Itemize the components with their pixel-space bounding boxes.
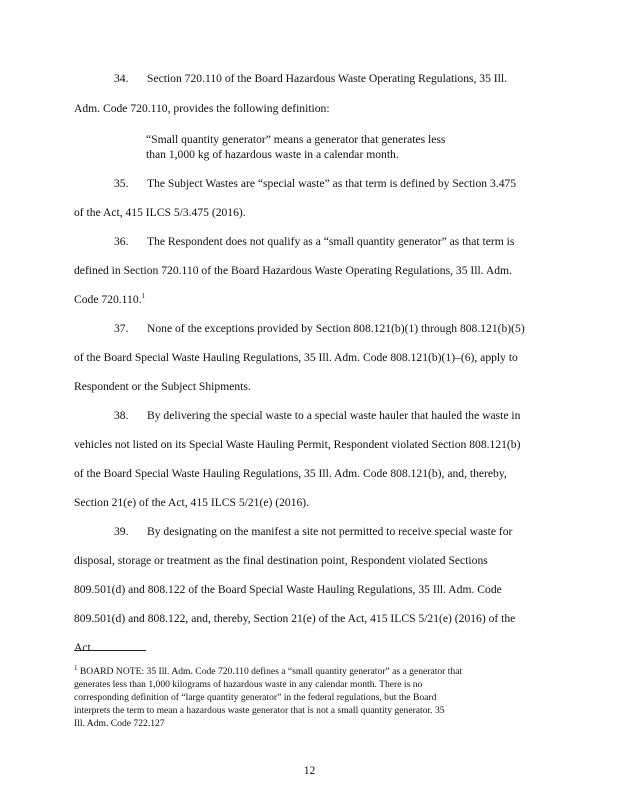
paragraph-36-line-3 — [74, 293, 145, 307]
paragraph-34-line-2: Adm. Code 720.110, provides the following definition: — [74, 102, 330, 115]
paragraph-36-line-1: The Respondent does not qualify as a “small quantity generator” as that term is — [147, 235, 515, 248]
footnote-divider — [74, 650, 146, 651]
paragraph-36-line-2: defined in Section 720.110 of the Board Hazardous Waste Operating Regulations, 35 Ill. Adm. — [74, 264, 512, 277]
footnote-reference: 1 — [141, 292, 146, 301]
paragraph-number-37: 37. — [114, 322, 129, 335]
footnote-line-3: corresponding definition of “large quantity generator” in the federal regulations, but the Board — [74, 692, 437, 703]
paragraph-34-line-1: Section 720.110 of the Board Hazardous Waste Operating Regulations, 35 Ill. — [147, 72, 508, 85]
paragraph-number-35: 35. — [114, 177, 129, 190]
paragraph-38-line-2: vehicles not listed on its Special Waste Hauling Permit, Respondent violated Section 808.121(b) — [74, 438, 521, 451]
paragraph-37-line-1: None of the exceptions provided by Section 808.121(b)(1) through 808.121(b)(5) — [147, 322, 525, 335]
paragraph-39-line-5: Act. — [74, 641, 94, 654]
footnote-line-2: generates less than 1,000 kilograms of hazardous waste in any calendar month. There is no — [74, 679, 423, 690]
footnote-line-1-text: BOARD NOTE: 35 Ill. Adm. Code 720.110 defines a “small quantity generator” as a generator that — [79, 666, 463, 677]
paragraph-39-line-2: disposal, storage or treatment as the final destination point, Respondent violated Sections — [74, 554, 488, 567]
paragraph-35-line-1: The Subject Wastes are “special waste” as that term is defined by Section 3.475 — [147, 177, 517, 190]
footnote-line-5: Ill. Adm. Code 722.127 — [74, 718, 165, 729]
footnote-line-1 — [74, 663, 463, 678]
paragraph-number-34: 34. — [114, 72, 129, 85]
paragraph-38-line-1: By delivering the special waste to a special waste hauler that hauled the waste in — [147, 409, 521, 422]
paragraph-39-line-3: 809.501(d) and 808.122 of the Board Special Waste Hauling Regulations, 35 Ill. Adm. Code — [74, 583, 502, 596]
definition-quote-line-2: than 1,000 kg of hazardous waste in a calendar month. — [146, 148, 399, 161]
definition-quote-line-1: “Small quantity generator” means a generator that generates less — [146, 133, 446, 146]
paragraph-36-line-3-text: Code 720.110. — [74, 293, 142, 306]
paragraph-39-line-1: By designating on the manifest a site not permitted to receive special waste for — [147, 525, 513, 538]
paragraph-number-38: 38. — [114, 409, 129, 422]
footnote-line-4: interprets the term to mean a hazardous waste generator that is not a small quantity generator. 35 — [74, 705, 445, 716]
paragraph-37-line-2: of the Board Special Waste Hauling Regulations, 35 Ill. Adm. Code 808.121(b)(1)–(6), apply to — [74, 351, 518, 364]
paragraph-number-36: 36. — [114, 235, 129, 248]
paragraph-35-line-2: of the Act, 415 ILCS 5/3.475 (2016). — [74, 206, 246, 219]
page-number: 12 — [303, 764, 316, 777]
paragraph-number-39: 39. — [114, 525, 129, 538]
footnote-mark: 1 — [74, 663, 78, 672]
paragraph-38-line-3: of the Board Special Waste Hauling Regulations, 35 Ill. Adm. Code 808.121(b), and, thereby, — [74, 467, 507, 480]
paragraph-38-line-4: Section 21(e) of the Act, 415 ILCS 5/21(e) (2016). — [74, 496, 310, 509]
paragraph-37-line-3: Respondent or the Subject Shipments. — [74, 380, 251, 393]
paragraph-39-line-4: 809.501(d) and 808.122, and, thereby, Section 21(e) of the Act, 415 ILCS 5/21(e) (2016) of the — [74, 612, 516, 625]
